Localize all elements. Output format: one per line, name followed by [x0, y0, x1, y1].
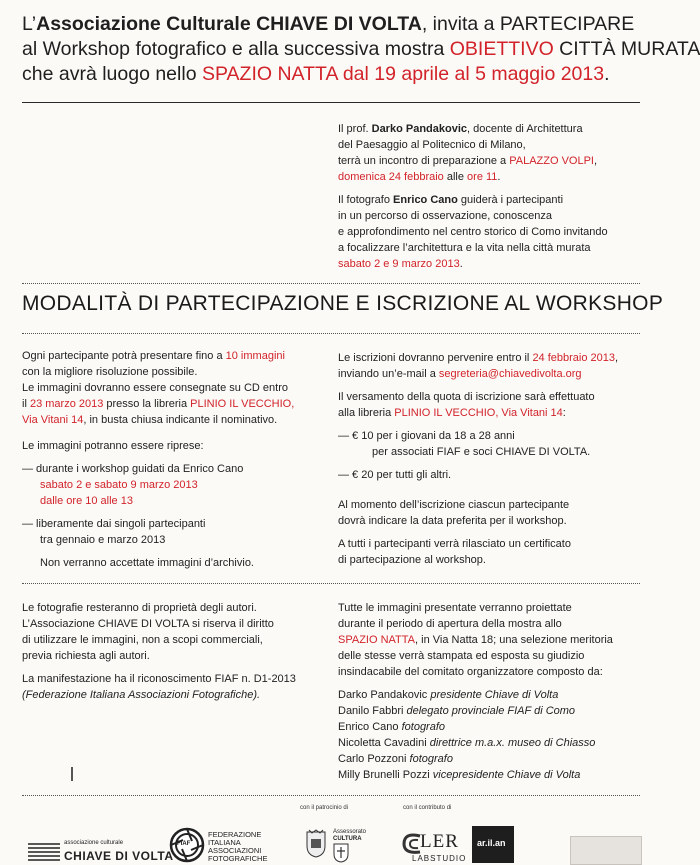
sponsor-ler-logo	[400, 826, 466, 863]
section-divider-bottom	[22, 333, 640, 334]
assessorato-line-2: CULTURA	[333, 836, 362, 842]
fiaf-line-3: ASSOCIAZIONI	[208, 846, 262, 855]
committee-member	[338, 751, 613, 767]
committee-member	[338, 703, 613, 719]
contributo-caption: con il contributo di	[403, 805, 452, 811]
fold-mark	[71, 767, 73, 781]
right-paragraph-date: Al momento dell’iscrizione ciascun partecipante dovrà indicare la data preferita per il workshop.	[338, 499, 570, 527]
committee-member	[338, 767, 613, 783]
right-paragraph-fee: Il versamento della quota di iscrizione sarà effettuato alla libreria PLINIO IL VECCHIO, Via Vitani 14:	[338, 391, 595, 419]
left-paragraph-archive: Non verranno accettate immagini d’archivio.	[40, 557, 254, 569]
mid-divider	[22, 583, 640, 584]
committee-member	[338, 687, 613, 703]
arch-keystone-icon	[28, 840, 62, 864]
header-line-2: al Workshop fotografico e alla successiva mostra OBIETTIVO CITTÀ MURATA	[22, 38, 700, 60]
header-divider	[22, 102, 640, 103]
intro-block	[338, 121, 608, 279]
header-line-3: che avrà luogo nello SPAZIO NATTA dal 19 aprile al 5 maggio 2013.	[22, 63, 610, 85]
left-paragraph-workshop: — durante i workshop guidati da Enrico Cano sabato 2 e sabato 9 marzo 2013 dalle ore 10 alle 13	[22, 463, 244, 507]
sponsor-ler-text: LER	[420, 831, 459, 852]
committee-member-role: presidente Chiave di Volta	[430, 689, 559, 701]
committee-member-name: Milly Brunelli Pozzi	[338, 769, 433, 781]
committee-member-name: Enrico Cano	[338, 721, 402, 733]
fiaf-logo	[170, 828, 280, 863]
left-paragraph-submission: Ogni partecipante potrà presentare fino a 10 immagini con la migliore risoluzione possibile. Le immagini dovranno essere consegnate su CD entro il 23 marzo 2013 presso la libreria PLINIO IL VECCHIO, Via Vitani 14, in busta chiusa indicante il nominativo.	[22, 350, 295, 426]
committee-member-role: delegato provinciale FIAF di Como	[406, 705, 576, 717]
assoc-big-label: CHIAVE DI VOLTA	[64, 849, 174, 863]
right-paragraph-young: — € 10 per i giovani da 18 a 28 anni per associati FIAF e soci CHIAVE DI VOLTA.	[338, 430, 591, 458]
rights-paragraph: Le fotografie resteranno di proprietà degli autori. L’Associazione CHIAVE DI VOLTA si riserva il diritto di utilizzare le immagini, non a scopi commerciali, previa richiesta agli autori.	[22, 602, 274, 662]
bottom-right-exhibition	[338, 600, 613, 783]
chiave-di-volta-logo	[28, 836, 174, 863]
sponsor-arilan-text: ar.il.an	[477, 838, 506, 848]
committee-list	[338, 687, 613, 783]
fiaf-recognition-paragraph: La manifestazione ha il riconoscimento FIAF n. D1-2013 (Federazione Italiana Associazioni Fotografiche).	[22, 673, 296, 701]
committee-member-role: fotografo	[409, 753, 453, 765]
section-title: MODALITÀ DI PARTECIPAZIONE E ISCRIZIONE AL WORKSHOP	[22, 292, 664, 315]
municipal-crests	[305, 826, 365, 863]
fiaf-wordmark	[208, 831, 267, 863]
intro-paragraph-cano: Il fotografo Enrico Cano guiderà i partecipanti in un percorso di osservazione, conoscenza e approfondimento nel centro storico di Como invitando a focalizzare l’architettura e la vita nella città murata sabato 2 e 9 marzo 2013.	[338, 194, 608, 270]
header-invitation	[22, 12, 700, 87]
committee-member-role: direttrice m.a.x. museo di Chiasso	[429, 737, 596, 749]
committee-member	[338, 735, 613, 751]
section-divider-top	[22, 283, 640, 284]
bottom-left-rights	[22, 600, 296, 710]
right-column-registration	[338, 350, 618, 575]
fiaf-line-4: FOTOGRAFICHE	[208, 854, 268, 863]
committee-member-name: Carlo Pozzoni	[338, 753, 410, 765]
fiaf-badge: FIAF	[177, 841, 191, 847]
sponsor-arilan-logo	[472, 826, 514, 863]
patrocinio-caption: con il patrocinio di	[300, 805, 349, 811]
left-paragraph-free: — liberamente dai singoli partecipanti tra gennaio e marzo 2013	[22, 518, 206, 546]
committee-member-name: Darko Pandakovic	[338, 689, 431, 701]
assessorato-label	[333, 829, 366, 843]
header-line-1: L’Associazione Culturale CHIAVE DI VOLTA, invita a PARTECIPARE	[22, 13, 635, 35]
left-paragraph-shooting: Le immagini potranno essere riprese:	[22, 440, 204, 452]
exhibition-paragraph: Tutte le immagini presentate verranno proiettate durante il periodo di apertura della mostra allo SPAZIO NATTA, in Via Natta 18; una selezione meritoria delle stesse verrà stampata ed esposta su giudizio insindacabile del comitato organizzatore composto da:	[338, 602, 613, 678]
assoc-small-label: associazione culturale	[64, 840, 124, 846]
sponsor-labstudio-text: LABSTUDIO	[412, 854, 467, 863]
right-paragraph-others: — € 20 per tutti gli altri.	[338, 469, 452, 481]
region-crest-icon	[333, 843, 349, 863]
city-crest-icon	[305, 830, 327, 858]
fiaf-line-1: FEDERAZIONE	[208, 830, 262, 839]
assessorato-line-1: Assessorato	[333, 829, 367, 835]
committee-member-name: Danilo Fabbri	[338, 705, 407, 717]
committee-member-role: fotografo	[401, 721, 446, 733]
committee-member-role: vicepresidente Chiave di Volta	[432, 769, 581, 781]
intro-paragraph-pandakovic: Il prof. Darko Pandakovic, docente di Architettura del Paesaggio al Politecnico di Milano, terrà un incontro di preparazione a PALAZZO VOLPI, domenica 24 febbraio alle ore 11.	[338, 123, 598, 183]
committee-member	[338, 719, 613, 735]
left-column-rules	[22, 348, 294, 578]
fiaf-line-2: ITALIANA	[208, 838, 241, 847]
sponsor-faded-logo	[570, 836, 642, 865]
committee-member-name: Nicoletta Cavadini	[338, 737, 430, 749]
footer-divider	[22, 795, 640, 796]
right-paragraph-certificate: A tutti i partecipanti verrà rilasciato un certificato di partecipazione al workshop.	[338, 538, 571, 566]
right-paragraph-deadline: Le iscrizioni dovranno pervenire entro il 24 febbraio 2013, inviando un’e-mail a segreteria@chiavedivolta.org	[338, 352, 619, 380]
